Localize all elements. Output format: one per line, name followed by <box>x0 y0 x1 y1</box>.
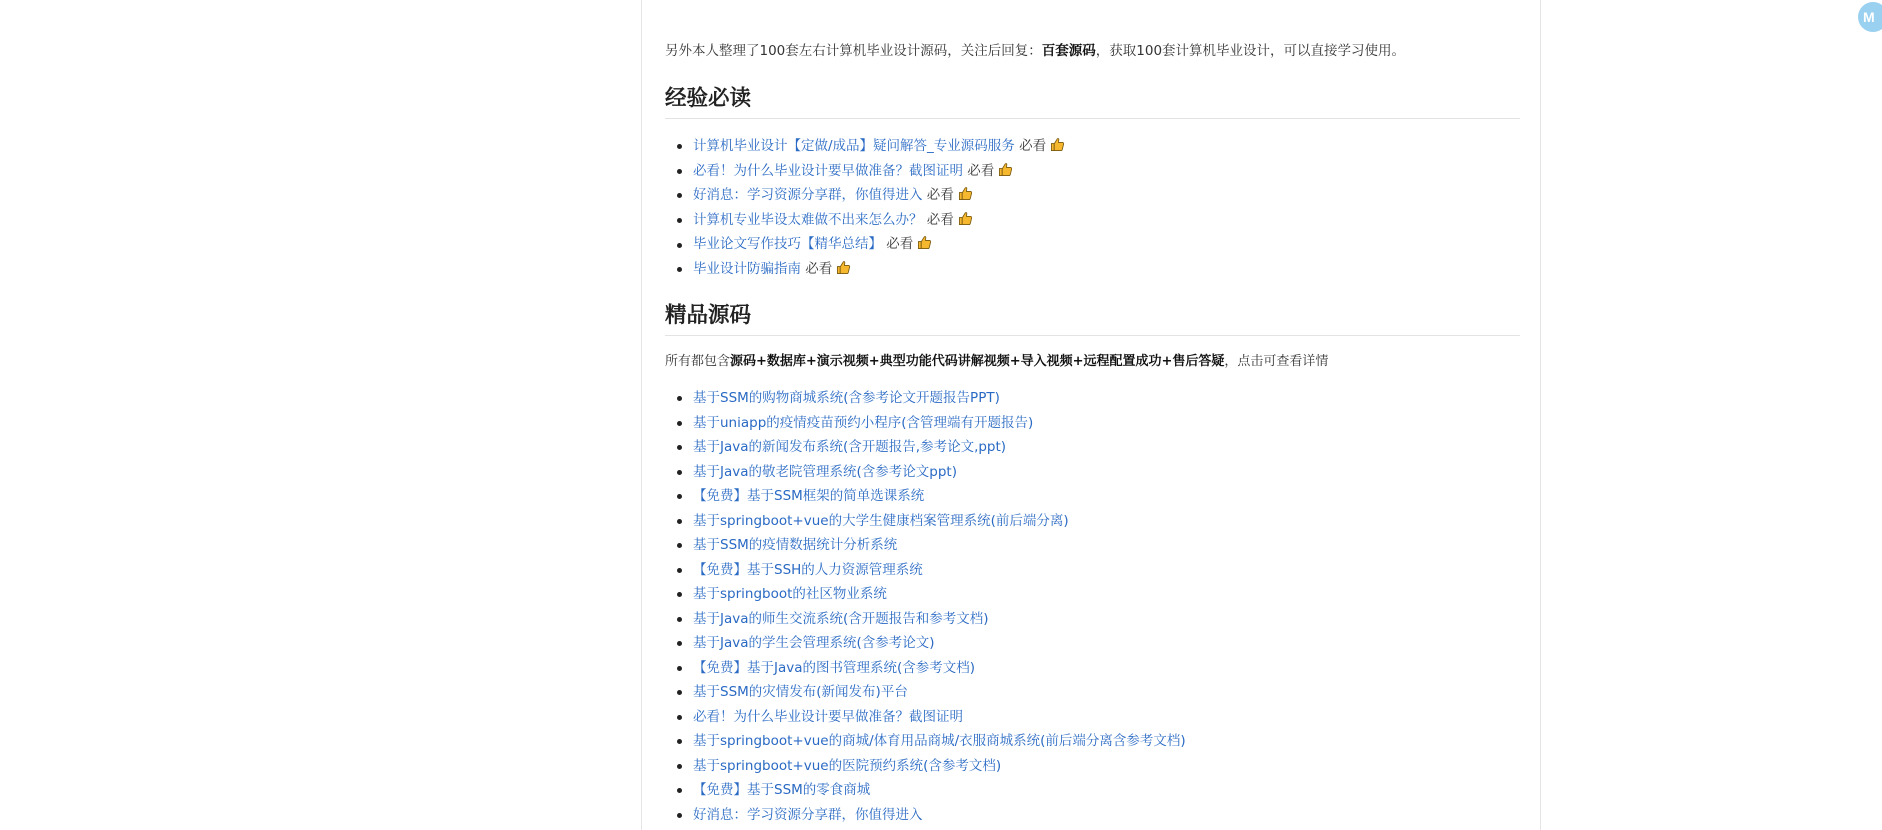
source-link[interactable]: 基于springboot+vue的医院预约系统(含参考文档) <box>693 757 1002 774</box>
source-list-item <box>693 509 1186 534</box>
thumbs-up-icon <box>994 163 1013 179</box>
experience-list-item <box>693 159 1065 184</box>
source-link[interactable]: 【免费】基于SSH的人力资源管理系统 <box>693 561 923 578</box>
source-link[interactable]: 基于SSM的灾情发布(新闻发布)平台 <box>693 684 908 700</box>
must-read-label: 必看 <box>967 162 995 179</box>
experience-list-item <box>693 257 1065 282</box>
source-list-item <box>693 582 1186 607</box>
source-list-item <box>693 754 1186 779</box>
source-list-item <box>693 484 1186 509</box>
intro-paragraph <box>665 40 1405 62</box>
thumbs-up-icon <box>954 187 973 203</box>
source-link[interactable]: 基于Java的学生会管理系统(含参考论文) <box>693 635 935 651</box>
source-list-item <box>693 631 1186 656</box>
section-heading-source: 精品源码 <box>665 301 1520 336</box>
source-link[interactable]: 基于Java的敬老院管理系统(含参考论文ppt) <box>693 463 957 480</box>
must-read-label: 必看 <box>926 187 954 204</box>
experience-link[interactable]: 毕业论文写作技巧【精华总结】 <box>693 236 882 253</box>
thumbs-up-icon <box>832 261 851 277</box>
source-link[interactable]: 【免费】基于SSM框架的简单选课系统 <box>693 488 925 504</box>
thumbs-up-icon <box>1046 138 1065 154</box>
section-heading-experience: 经验必读 <box>665 84 1520 119</box>
source-list-item <box>693 705 1186 730</box>
source-link[interactable]: 【免费】基于SSM的零食商城 <box>693 782 871 798</box>
source-list-item <box>693 411 1186 436</box>
experience-list <box>665 134 1065 282</box>
source-list-item <box>693 435 1186 460</box>
intro-text-end: ，获取100套计算机毕业设计，可以直接学习使用。 <box>1095 43 1406 59</box>
source-list-item <box>693 680 1186 705</box>
source-link[interactable]: 好消息：学习资源分享群，你值得进入 <box>693 806 923 823</box>
must-read-label: 必看 <box>805 260 833 277</box>
article-container <box>641 0 1541 830</box>
source-link[interactable]: 基于springboot的社区物业系统 <box>693 586 887 602</box>
experience-list-item <box>693 183 1065 208</box>
source-summary <box>665 351 1328 373</box>
source-link[interactable]: 基于springboot+vue的大学生健康档案管理系统(前后端分离) <box>693 512 1069 529</box>
source-list-item <box>693 533 1186 558</box>
source-link[interactable]: 基于SSM的购物商城系统(含参考论文开题报告PPT) <box>693 390 1000 406</box>
source-link[interactable]: 【免费】基于Java的图书管理系统(含参考文档) <box>693 659 976 676</box>
source-link[interactable]: 基于uniapp的疫情疫苗预约小程序(含管理端有开题报告) <box>693 414 1034 431</box>
experience-link[interactable]: 计算机专业毕设太难做不出来怎么办？ <box>693 211 923 228</box>
source-link[interactable]: 基于Java的新闻发布系统(含开题报告,参考论文,ppt) <box>693 439 1007 455</box>
source-list-item <box>693 386 1186 411</box>
experience-list-item <box>693 208 1065 233</box>
experience-list-item <box>693 232 1065 257</box>
source-list-item <box>693 778 1186 803</box>
summary-bold: 源码+数据库+演示视频+典型功能代码讲解视频+导入视频+远程配置成功+售后答疑 <box>730 354 1225 369</box>
source-list-item <box>693 803 1186 828</box>
must-read-label: 必看 <box>1019 138 1047 154</box>
intro-keyword: 百套源码 <box>1041 43 1096 59</box>
experience-link[interactable]: 好消息：学习资源分享群，你值得进入 <box>693 187 923 204</box>
source-list-item <box>693 558 1186 583</box>
side-badge-icon[interactable]: M <box>1858 2 1882 32</box>
experience-list-item <box>693 134 1065 159</box>
experience-link[interactable]: 计算机毕业设计【定做/成品】疑问解答_专业源码服务 <box>693 138 1015 154</box>
source-link[interactable]: 基于Java的师生交流系统(含开题报告和参考文档) <box>693 610 989 627</box>
thumbs-up-icon <box>913 236 932 252</box>
must-read-label: 必看 <box>886 236 914 253</box>
source-list <box>665 386 1186 827</box>
experience-link[interactable]: 毕业设计防骗指南 <box>693 260 801 277</box>
summary-prefix: 所有都包含 <box>665 354 731 369</box>
source-list-item <box>693 729 1186 754</box>
must-read-label: 必看 <box>926 211 954 228</box>
source-list-item <box>693 607 1186 632</box>
source-link[interactable]: 基于SSM的疫情数据统计分析系统 <box>693 537 898 553</box>
source-link[interactable]: 基于springboot+vue的商城/体育用品商城/衣服商城系统(前后端分离含参考文档) <box>693 733 1186 749</box>
summary-suffix: ，点击可查看详情 <box>1224 354 1329 369</box>
intro-text: 另外本人整理了100套左右计算机毕业设计源码，关注后回复： <box>665 43 1042 59</box>
thumbs-up-icon <box>954 212 973 228</box>
source-list-item <box>693 656 1186 681</box>
source-link[interactable]: 必看！为什么毕业设计要早做准备？截图证明 <box>693 708 963 725</box>
source-list-item <box>693 460 1186 485</box>
experience-link[interactable]: 必看！为什么毕业设计要早做准备？截图证明 <box>693 162 963 179</box>
